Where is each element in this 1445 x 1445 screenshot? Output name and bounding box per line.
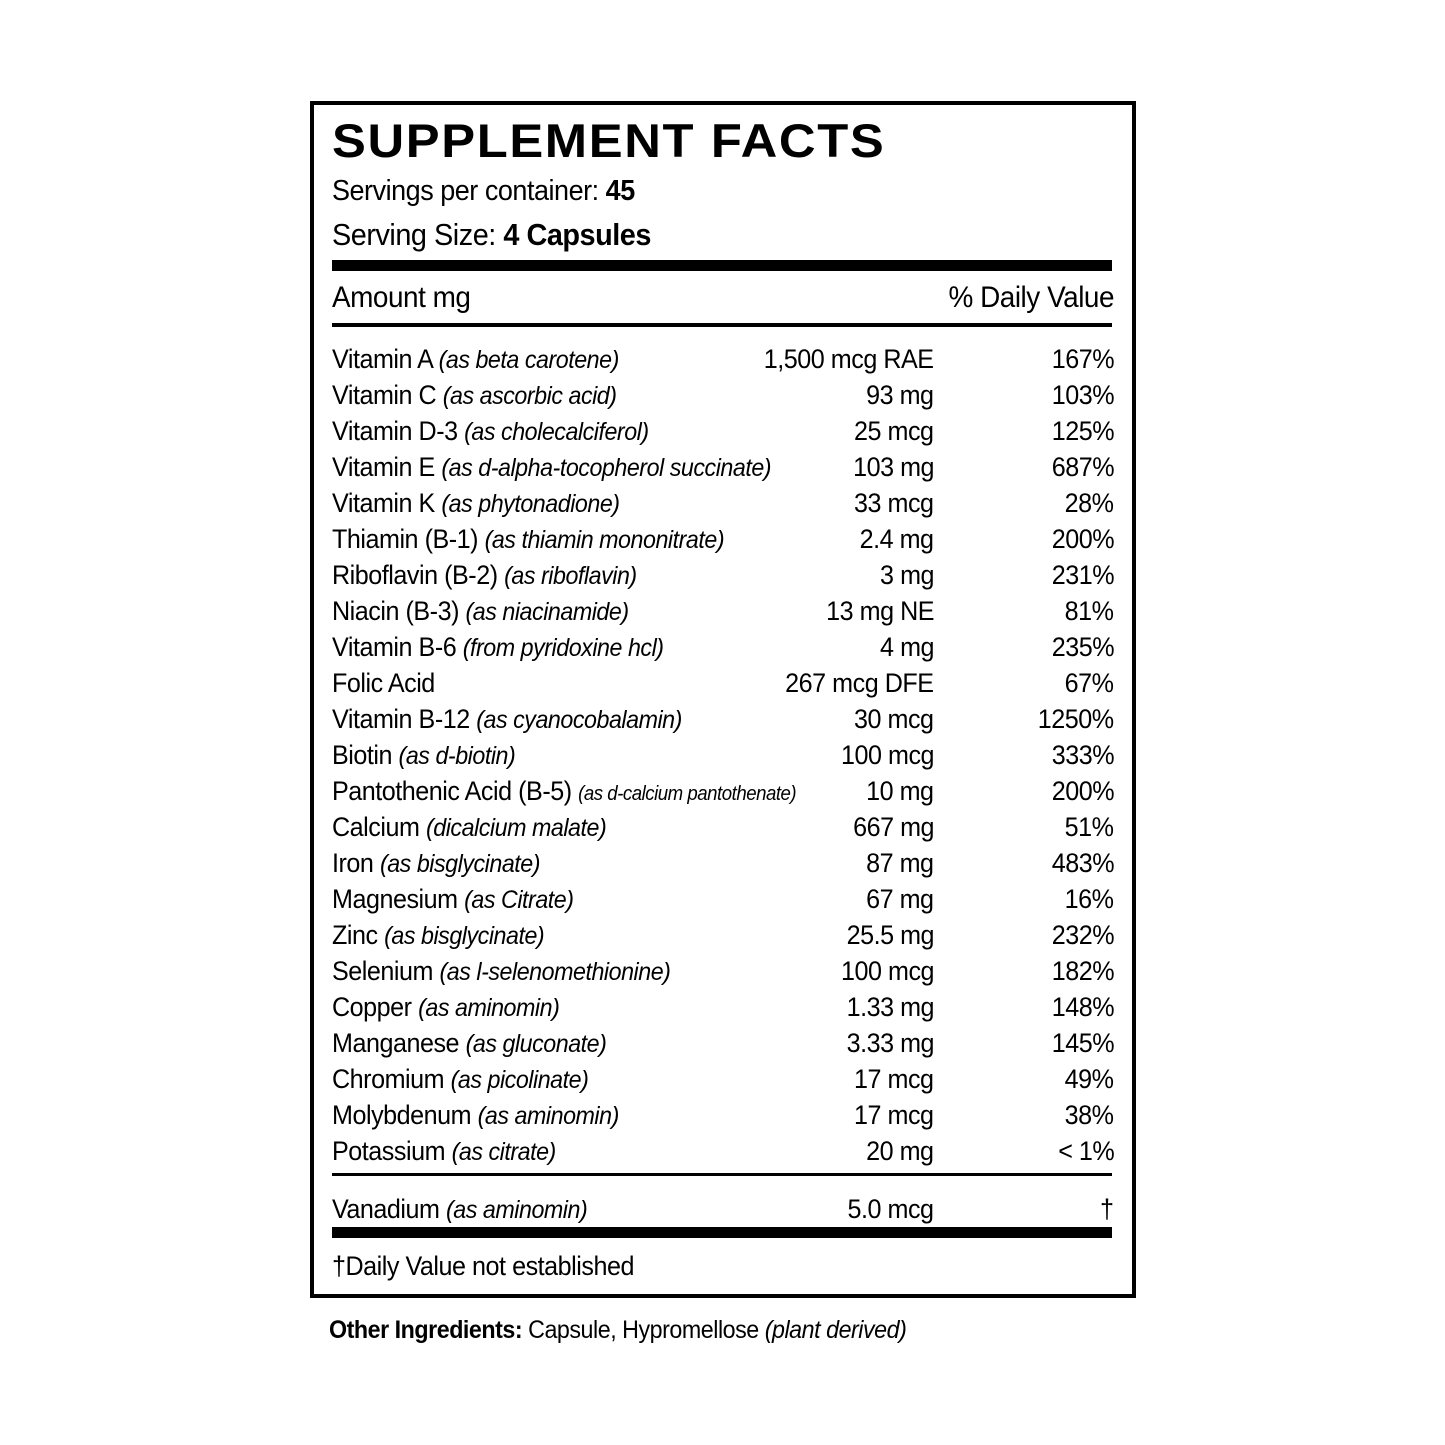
- other-ingredients-note: (plant derived): [764, 1316, 907, 1344]
- nutrient-source: (as niacinamide): [465, 598, 629, 626]
- nutrient-amount: 17 mcg: [854, 1100, 934, 1130]
- nutrient-source: (as bisglycinate): [384, 922, 545, 950]
- nutrient-dv: 235%: [1051, 632, 1114, 662]
- nutrient-name: [332, 524, 724, 555]
- nutrient-source: (as cyanocobalamin): [476, 706, 682, 734]
- serving-size: [332, 217, 651, 253]
- table-row: [332, 450, 1114, 486]
- nutrient-label: Iron: [332, 848, 374, 878]
- nutrient-label: Potassium: [332, 1136, 446, 1166]
- thin-divider: [332, 323, 1112, 327]
- table-row: [332, 774, 1114, 810]
- nutrient-name: [332, 740, 515, 771]
- serving-size-value: 4 Capsules: [503, 217, 651, 252]
- nutrient-source: (as l-selenomethionine): [439, 958, 671, 986]
- nutrient-amount: 3.33 mg: [846, 1028, 934, 1058]
- nutrient-label: Vitamin A: [332, 344, 433, 374]
- table-row: [332, 1098, 1114, 1134]
- nutrient-amount: 1.33 mg: [846, 992, 934, 1022]
- nutrient-label: Vitamin K: [332, 488, 435, 518]
- nutrient-dv: 67%: [1065, 668, 1114, 698]
- servings-per-container: [332, 175, 635, 208]
- nutrient-label: Riboflavin (B-2): [332, 560, 498, 590]
- nutrient-name: [332, 416, 649, 447]
- nutrient-source: (as aminomin): [418, 994, 560, 1022]
- other-ingredients-label: Other Ingredients:: [329, 1316, 523, 1344]
- nutrient-dv: 148%: [1051, 992, 1114, 1022]
- nutrient-amount: 100 mcg: [840, 956, 934, 986]
- nutrient-label: Folic Acid: [332, 668, 435, 698]
- nutrient-name: [332, 668, 435, 699]
- nutrient-dv: 81%: [1065, 596, 1114, 626]
- nutrient-label: Molybdenum: [332, 1100, 472, 1130]
- table-row: [332, 954, 1114, 990]
- nutrient-source: (as picolinate): [450, 1066, 589, 1094]
- nutrient-name: [332, 1064, 588, 1095]
- nutrient-amount: 103 mg: [853, 452, 934, 482]
- nutrient-source: (as bisglycinate): [379, 850, 541, 878]
- nutrient-source: (as riboflavin): [504, 562, 637, 590]
- nutrient-amount: 17 mcg: [854, 1064, 934, 1094]
- nutrient-name: [332, 920, 544, 951]
- nutrient-source: (as d-biotin): [398, 742, 516, 770]
- nutrient-source: (as Citrate): [464, 886, 574, 914]
- table-row: [332, 414, 1114, 450]
- footnote: †Daily Value not established: [332, 1251, 634, 1281]
- table-row: [332, 342, 1114, 378]
- nutrient-source: (as phytonadione): [441, 490, 620, 518]
- nutrient-name: [332, 380, 617, 411]
- nutrient-dv: < 1%: [1057, 1136, 1114, 1166]
- nutrient-label: Chromium: [332, 1064, 445, 1094]
- label-title: SUPPLEMENT FACTS: [332, 114, 886, 167]
- nutrient-dv: 145%: [1051, 1028, 1114, 1058]
- nutrient-label: Vitamin E: [332, 452, 435, 482]
- table-row-vanadium: [332, 1192, 1114, 1228]
- nutrient-source: (dicalcium malate): [425, 814, 607, 842]
- nutrient-dv: 103%: [1051, 380, 1114, 410]
- other-ingredients: [329, 1316, 906, 1345]
- table-row: [332, 378, 1114, 414]
- nutrient-label: Manganese: [332, 1028, 460, 1058]
- nutrient-dv: 38%: [1065, 1100, 1114, 1130]
- serving-size-label: Serving Size:: [332, 217, 504, 252]
- nutrient-table: [332, 342, 1114, 1170]
- nutrient-dv: 28%: [1065, 488, 1114, 518]
- nutrient-amount: 67 mg: [866, 884, 934, 914]
- nutrient-name: [332, 1100, 619, 1131]
- nutrient-dv: 200%: [1051, 524, 1114, 554]
- nutrient-dv: 200%: [1051, 776, 1114, 806]
- nutrient-name: Vanadium (as aminomin): [332, 1194, 588, 1224]
- thick-divider: [332, 1227, 1112, 1238]
- table-row: [332, 738, 1114, 774]
- table-row: [332, 1134, 1114, 1170]
- nutrient-amount: 25.5 mg: [846, 920, 934, 950]
- nutrient-source: (as aminomin): [477, 1102, 619, 1130]
- nutrient-source: (as citrate): [451, 1138, 556, 1166]
- table-row: [332, 882, 1114, 918]
- nutrient-source: (as d-calcium pantothenate): [578, 783, 797, 805]
- nutrient-label: Niacin (B-3): [332, 596, 459, 626]
- nutrient-amount: 33 mcg: [854, 488, 934, 518]
- nutrient-label: Vitamin B-12: [332, 704, 470, 734]
- nutrient-dv: 16%: [1065, 884, 1114, 914]
- nutrient-dv: †: [1100, 1194, 1114, 1224]
- nutrient-amount: 93 mg: [866, 380, 934, 410]
- thick-divider: [332, 260, 1112, 271]
- nutrient-label: Biotin: [332, 740, 393, 770]
- nutrient-source: (as thiamin mononitrate): [484, 526, 725, 554]
- nutrient-amount: 667 mg: [853, 812, 934, 842]
- amount-header: Amount mg: [332, 281, 471, 314]
- nutrient-name: [332, 596, 629, 627]
- nutrient-label: Pantothenic Acid (B-5): [332, 776, 572, 806]
- nutrient-amount: 4 mg: [880, 632, 934, 662]
- nutrient-label: Magnesium: [332, 884, 458, 914]
- nutrient-label: Vitamin D-3: [332, 416, 458, 446]
- nutrient-name: [332, 632, 664, 663]
- table-row: [332, 990, 1114, 1026]
- other-ingredients-value: Capsule, Hypromellose: [522, 1316, 765, 1344]
- table-row: [332, 702, 1114, 738]
- nutrient-dv: 231%: [1051, 560, 1114, 590]
- nutrient-name: [332, 884, 574, 915]
- nutrient-dv: 125%: [1051, 416, 1114, 446]
- table-row: [332, 630, 1114, 666]
- nutrient-source: (as beta carotene): [438, 346, 619, 374]
- nutrient-label: Vitamin B-6: [332, 632, 457, 662]
- servings-value: 45: [605, 175, 635, 207]
- supplement-facts-panel: [310, 101, 1136, 1298]
- nutrient-name: [332, 776, 796, 807]
- nutrient-dv: 49%: [1065, 1064, 1114, 1094]
- nutrient-amount: 2.4 mg: [860, 524, 934, 554]
- nutrient-name: [332, 560, 637, 591]
- nutrient-amount: 1,500 mcg RAE: [764, 344, 934, 374]
- thin-divider: [332, 1173, 1112, 1176]
- nutrient-name: [332, 488, 620, 519]
- nutrient-amount: 10 mg: [866, 776, 934, 806]
- nutrient-dv: 232%: [1051, 920, 1114, 950]
- nutrient-dv: 182%: [1051, 956, 1114, 986]
- table-row: [332, 486, 1114, 522]
- nutrient-label: Zinc: [332, 920, 378, 950]
- daily-value-header: % Daily Value: [948, 281, 1114, 314]
- nutrient-amount: 13 mg NE: [826, 596, 934, 626]
- nutrient-label: Selenium: [332, 956, 433, 986]
- nutrient-amount: 267 mcg DFE: [785, 668, 934, 698]
- nutrient-name: [332, 704, 682, 735]
- nutrient-source: (as d-alpha-tocopherol succinate): [441, 454, 772, 482]
- nutrient-amount: 30 mcg: [854, 704, 934, 734]
- table-row: [332, 810, 1114, 846]
- nutrient-dv: 51%: [1065, 812, 1114, 842]
- nutrient-amount: 5.0 mcg: [847, 1194, 934, 1224]
- nutrient-dv: 333%: [1051, 740, 1114, 770]
- nutrient-source: (as cholecalciferol): [464, 418, 649, 446]
- nutrient-amount: 3 mg: [880, 560, 934, 590]
- nutrient-label: Thiamin (B-1): [332, 524, 479, 554]
- nutrient-name: [332, 848, 540, 879]
- servings-label: Servings per container:: [332, 175, 606, 207]
- table-row: [332, 1062, 1114, 1098]
- nutrient-dv: 1250%: [1038, 704, 1114, 734]
- nutrient-amount: 20 mg: [866, 1136, 934, 1166]
- nutrient-name: [332, 1028, 606, 1059]
- nutrient-label: Calcium: [332, 812, 420, 842]
- nutrient-name: [332, 452, 771, 483]
- nutrient-name: [332, 344, 619, 375]
- table-row: [332, 918, 1114, 954]
- nutrient-label: Vitamin C: [332, 380, 437, 410]
- nutrient-source: (as ascorbic acid): [442, 382, 617, 410]
- nutrient-amount: 87 mg: [866, 848, 934, 878]
- table-row: [332, 522, 1114, 558]
- nutrient-source: (from pyridoxine hcl): [462, 634, 664, 662]
- table-row: [332, 666, 1114, 702]
- table-row: [332, 558, 1114, 594]
- nutrient-dv: 483%: [1051, 848, 1114, 878]
- table-row: [332, 594, 1114, 630]
- nutrient-source: (as gluconate): [465, 1030, 607, 1058]
- nutrient-name: [332, 1136, 556, 1167]
- nutrient-name: [332, 812, 606, 843]
- nutrient-name: [332, 956, 670, 987]
- table-row: [332, 1026, 1114, 1062]
- nutrient-amount: 100 mcg: [840, 740, 934, 770]
- nutrient-name: [332, 992, 559, 1023]
- nutrient-dv: 687%: [1051, 452, 1114, 482]
- table-row: [332, 846, 1114, 882]
- nutrient-amount: 25 mcg: [854, 416, 934, 446]
- nutrient-label: Copper: [332, 992, 412, 1022]
- nutrient-dv: 167%: [1051, 344, 1114, 374]
